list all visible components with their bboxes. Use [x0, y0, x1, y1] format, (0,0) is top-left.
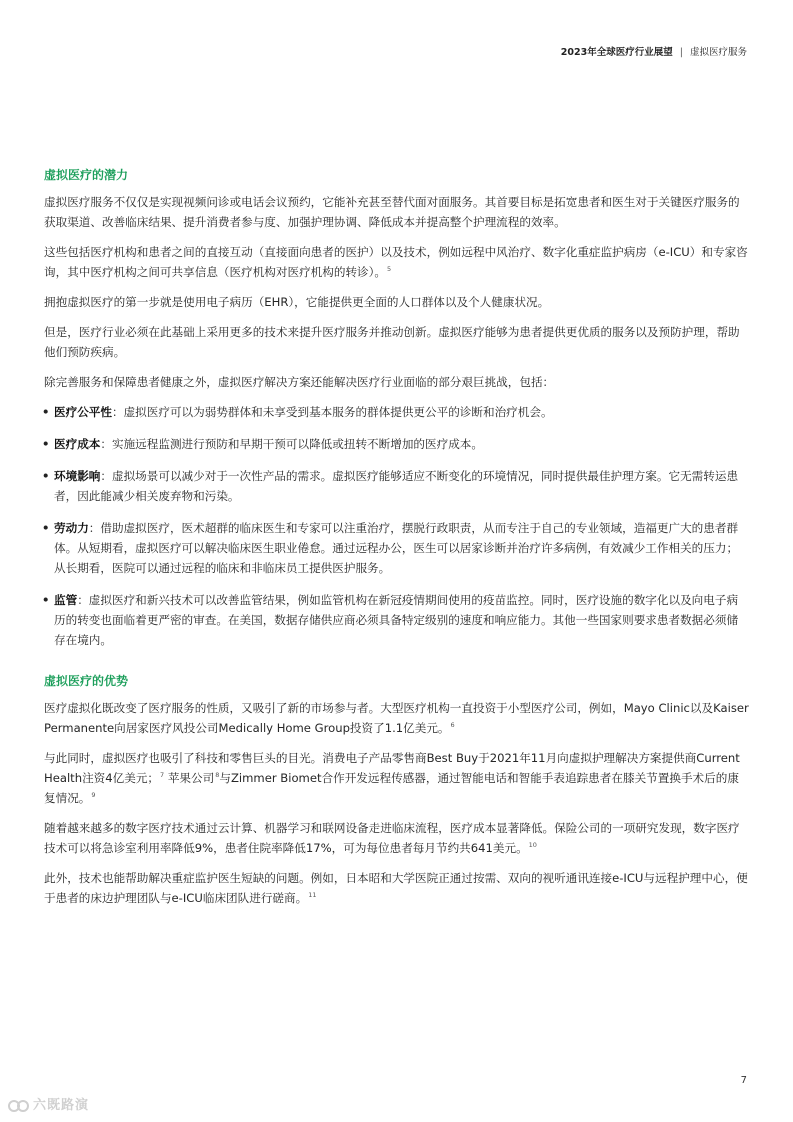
paragraph-5: 除完善服务和保障患者健康之外，虚拟医疗解决方案还能解决医疗行业面临的部分艰巨挑战，包括： [44, 375, 555, 389]
footnote-ref[interactable]: 7 [160, 771, 165, 780]
list-item-term: 监管 [54, 593, 78, 607]
list-item-term: 劳动力 [54, 521, 89, 535]
list-item-text: ：虚拟医疗可以为弱势群体和未享受到基本服务的群体提供更公平的诊断和治疗机会。 [111, 405, 553, 419]
list-item [44, 402, 749, 422]
footnote-ref[interactable]: 8 [215, 771, 220, 780]
paragraph-8: 随着越来越多的数字医疗技术通过云计算、机器学习和联网设备走进临床流程，医疗成本显著降低。保险公司的一项研究发现，数字医疗技术可以将急诊室利用率降低9%，患者住院率降低17%，可为每位患者每月节约共641美元。$^{10}$ [44, 821, 740, 855]
challenges-list [44, 402, 749, 650]
paragraph-6: 医疗虚拟化既改变了医疗服务的性质，又吸引了新的市场参与者。大型医疗机构一直投资于小型医疗公司，例如，Mayo Clinic以及Kaiser Permanente向居家医疗风投公司Medically Home Group投资了1.1亿美元。$^6$ [44, 701, 749, 735]
list-item [44, 518, 749, 578]
footnote-ref[interactable]: 6 [450, 721, 455, 730]
list-item-text: ：实施远程监测进行预防和早期干预可以降低或扭转不断增加的医疗成本。 [100, 437, 483, 451]
header-separator: | [679, 47, 683, 58]
footnote-ref[interactable]: 9 [91, 791, 96, 800]
bullet-icon: • [42, 437, 50, 451]
bullet-icon: • [42, 405, 50, 419]
watermark-text: 六既路演 [33, 1098, 90, 1113]
report-title: 2023年全球医疗行业展望 [560, 47, 673, 58]
footnote-ref[interactable]: 5 [387, 265, 392, 274]
paragraph-2: 这些包括医疗机构和患者之间的直接互动（直接面向患者的医护）以及技术，例如远程中风治疗、数字化重症监护病房（e-ICU）和专家咨询，其中医疗机构之间可共享信息（医疗机构对医疗机构的转诊）。$^5$ [44, 245, 748, 279]
watermark [8, 1094, 89, 1113]
list-item [44, 590, 749, 650]
heading-advantages: 虚拟医疗的优势 [44, 674, 129, 688]
paragraph-3: 拥抱虚拟医疗的第一步就是使用电子病历（EHR），它能提供更全面的人口群体以及个人健康状况。 [44, 295, 550, 309]
footnote-ref[interactable]: 11 [308, 891, 317, 900]
page-number: 7 [740, 1075, 747, 1086]
list-item-text: ：借助虚拟医疗，医术超群的临床医生和专家可以注重治疗，摆脱行政职责，从而专注于自己的专业领域，造福更广大的患者群体。从短期看，虚拟医疗可以解决临床医生职业倦怠。通过远程办公，医生可以居家诊断并治疗许多病例，有效减少工作相关的压力；从长期看，医院可以通过远程的临床和非临床员工提供医护服务。 [54, 521, 739, 575]
watermark-logo-icon [8, 1099, 30, 1113]
paragraph-9: 此外，技术也能帮助解决重症监护医生短缺的问题。例如，日本昭和大学医院正通过按需、双向的视听通讯连接e-ICU与远程护理中心，便于患者的床边护理团队与e-ICU临床团队进行磋商。$^{11}$ [44, 871, 748, 905]
list-item-text: ：虚拟医疗和新兴技术可以改善监管结果，例如监管机构在新冠疫情期间使用的疫苗监控。同时，医疗设施的数字化以及向电子病历的转变也面临着更严密的审查。在美国，数据存储供应商必须具备特定级别的速度和响应能力。其他一些国家则要求患者数据必须储存在境内。 [54, 593, 739, 647]
bullet-icon: • [42, 521, 50, 535]
list-item-text: ：虚拟场景可以减少对于一次性产品的需求。虚拟医疗能够适应不断变化的环境情况，同时提供最佳护理方案。它无需转运患者，因此能减少相关废弃物和污染。 [54, 469, 739, 503]
list-item [44, 434, 749, 454]
heading-potential: 虚拟医疗的潜力 [44, 168, 129, 182]
list-item-term: 医疗公平性 [54, 405, 112, 419]
section-title: 虚拟医疗服务 [689, 47, 747, 58]
main-content [44, 166, 749, 918]
bullet-icon: • [42, 593, 50, 607]
bullet-icon: • [42, 469, 50, 483]
paragraph-7: 与此同时，虚拟医疗也吸引了科技和零售巨头的目光。消费电子产品零售商Best Buy于2021年11月向虚拟护理解决方案提供商Current Health注资4亿美元；$^7$ 苹果公司$^8$与Zimmer Biomet合作开发远程传感器，通过智能电话和智能手表追踪患者在膝关节置换手术后的康复情况。$^9$ [44, 751, 740, 805]
paragraph-1: 虚拟医疗服务不仅仅是实现视频问诊或电话会议预约，它能补充甚至替代面对面服务。其首要目标是拓宽患者和医生对于关键医疗服务的获取渠道、改善临床结果、提升消费者参与度、加强护理协调、降低成本并提高整个护理流程的效率。 [44, 195, 740, 229]
page-header [561, 44, 747, 58]
list-item-term: 医疗成本 [54, 437, 101, 451]
paragraph-4: 但是，医疗行业必须在此基础上采用更多的技术来提升医疗服务并推动创新。虚拟医疗能够为患者提供更优质的服务以及预防护理，帮助他们预防疾病。 [44, 325, 740, 359]
list-item [44, 466, 749, 506]
list-item-term: 环境影响 [54, 469, 101, 483]
footnote-ref[interactable]: 10 [528, 841, 537, 850]
